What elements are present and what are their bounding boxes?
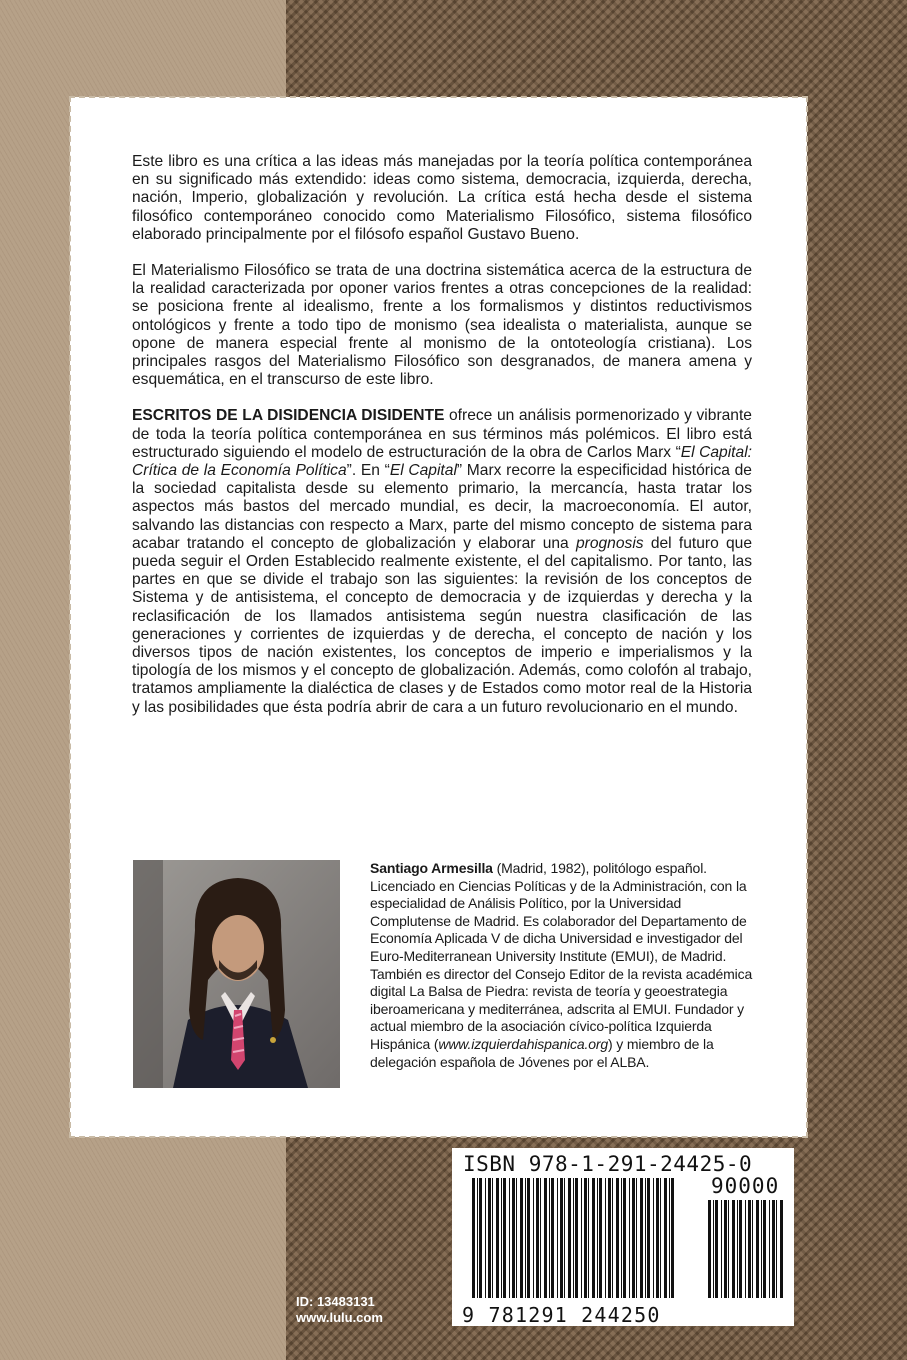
author-name: Santiago Armesilla: [370, 860, 493, 876]
main-barcode-bar: [509, 1178, 510, 1298]
capital-short-title: El Capital: [389, 462, 457, 480]
book-title: ESCRITOS DE LA DISIDENCIA DISIDENTE: [132, 407, 445, 425]
main-barcode-bar: [472, 1178, 475, 1298]
main-barcode-bar: [557, 1178, 558, 1298]
main-barcode-bar: [575, 1178, 578, 1298]
paragraph-2: El Materialismo Filosófico se trata de una doctrina sistemática acerca de la estructura de la realidad caracterizada por oponer varios frentes a otras concepciones de la realidad: se posiciona frente al idealismo, frente a los formalismos y distintos reductivismos ontológicos y frente a todo tipo de monismo (sea idealista o materialista, aunque se opone de manera especial frente al monismo de la ontoteología cristiana). Los principales rasgos del Materialismo Filosófico son desgranados, de manera amena y esquemática, en el transcurso de este libro.: [132, 262, 752, 389]
author-bio-part-1: (Madrid, 1982), politólogo español. Licenciado en Ciencias Políticas y de la Administración, con la especialidad de Análisis Político, por la Universidad Complutense de Madrid. Es colaborador del Departamento de Economía Aplicada V de dicha Universidad e investigador del Euro-Mediterranean University Institute (EMUI), de Madrid. También es director del Consejo Editor de la revista académica digital La Balsa de Piedra: revista de teoría y geoestrategia iberoamericana y mediterránea, adscrita al EMUI. Fundador y actual miembro de la asociación cívico-política Izquierda Hispánica (: [370, 860, 753, 1052]
addon-barcode-bar: [721, 1200, 722, 1298]
paragraph-3-part-1: ofrece un análisis pormenorizado y vibrante de toda la teoría política contemporánea en sus términos más polémicos. El libro está estructurado siguiendo el modelo de estructuración de la obra de Carlos Marx “: [132, 407, 752, 461]
addon-barcode-bar: [708, 1200, 711, 1298]
addon-barcode-bar: [756, 1200, 759, 1298]
addon-barcode-bar: [769, 1200, 770, 1298]
description-text: [132, 153, 752, 735]
main-barcode-bar: [533, 1178, 534, 1298]
paragraph-3: [132, 407, 752, 716]
main-barcode-bar: [512, 1178, 515, 1298]
addon-barcode-bar: [752, 1200, 753, 1298]
addon-barcode-bar: [763, 1200, 766, 1298]
main-barcode-bar: [592, 1178, 595, 1298]
main-barcode-bar: [540, 1178, 541, 1298]
main-barcode-bar: [636, 1178, 637, 1298]
main-barcode-bar: [516, 1178, 517, 1298]
addon-barcode-bar: [732, 1200, 735, 1298]
main-barcode-bar: [549, 1178, 550, 1298]
main-barcode-bar: [501, 1178, 502, 1298]
main-barcode-bar: [669, 1178, 670, 1298]
main-barcode-bar: [660, 1178, 661, 1298]
main-barcode-bar: [632, 1178, 635, 1298]
addon-barcode-bar: [745, 1200, 746, 1298]
main-barcode-bar: [525, 1178, 526, 1298]
main-barcode-bar: [645, 1178, 646, 1298]
main-barcode-bar: [584, 1178, 587, 1298]
main-barcode-bar: [623, 1178, 626, 1298]
addon-barcode-bar: [761, 1200, 762, 1298]
main-barcode-bar: [527, 1178, 530, 1298]
main-barcode-bar: [647, 1178, 650, 1298]
main-barcode-bar: [544, 1178, 547, 1298]
main-barcode-bar: [597, 1178, 598, 1298]
paragraph-1: Este libro es una crítica a las ideas más manejadas por la teoría política contemporánea en su significado más extendido: ideas como sistema, democracia, izquierda, derecha, nación, Imperio, globalización y revolución. La crítica está hecha desde el sistema filosófico contemporáneo conocido como Materialismo Filosófico, sistema filosófico elaborado principalmente por el filósofo español Gustavo Bueno.: [132, 153, 752, 243]
publisher-site[interactable]: www.lulu.com: [296, 1310, 383, 1325]
main-barcode-bar: [608, 1178, 611, 1298]
main-barcode-bar: [653, 1178, 654, 1298]
author-bio-part-2: ) y miembro de la delegación española de Jóvenes por el ALBA.: [370, 1035, 714, 1070]
main-barcode-bar: [616, 1178, 619, 1298]
main-barcode-bar: [581, 1178, 582, 1298]
main-barcode-bar: [621, 1178, 622, 1298]
main-barcode-bar: [564, 1178, 565, 1298]
capital-full-title: El Capital: Crítica de la Economía Política: [132, 443, 752, 480]
main-barcode-bar: [477, 1178, 478, 1298]
paragraph-3-part-3: ” Marx recorre la especificidad histórica de la sociedad capitalista desde su elemento primario, la mercancía, hasta tratar los aspectos más bastos del mercado mundial, es decir, la macroeconomía. El autor, salvando las distancias con respecto a Marx, parte del mismo concepto de sistema para acabar tratando el concepto de globalización y elaborar una: [132, 462, 752, 552]
main-barcode-bar: [536, 1178, 539, 1298]
main-barcode-bar: [485, 1178, 486, 1298]
main-barcode-bar: [503, 1178, 506, 1298]
addon-barcode-bar: [713, 1200, 714, 1298]
main-barcode-bar: [588, 1178, 589, 1298]
addon-barcode-bar: [728, 1200, 729, 1298]
main-barcode-bar: [599, 1178, 602, 1298]
addon-barcode-bar: [780, 1200, 783, 1298]
paragraph-3-part-2: ”. En “: [346, 462, 390, 480]
author-website[interactable]: www.izquierdahispanica.org: [438, 1035, 609, 1052]
price-addon: 90000: [711, 1174, 780, 1198]
main-barcode-bar: [664, 1178, 667, 1298]
addon-barcode-bar: [724, 1200, 727, 1298]
main-barcode-bar: [551, 1178, 554, 1298]
addon-barcode-bar: [737, 1200, 738, 1298]
main-barcode-bar: [671, 1178, 674, 1298]
prognosis-term: prognosis: [575, 534, 644, 552]
isbn-label: ISBN 978-1-291-24425-0: [463, 1152, 753, 1176]
main-barcode-bar: [612, 1178, 613, 1298]
publisher-info: [296, 1294, 383, 1326]
main-barcode-bar: [479, 1178, 482, 1298]
main-barcode-bar: [656, 1178, 659, 1298]
main-barcode-bar: [520, 1178, 523, 1298]
paragraph-3-part-4: del futuro que pueda seguir el Orden Establecido realmente existente, el del capitalismo. Por tanto, las partes en que se divide el trabajo son las siguientes: la revisión de los conceptos de Sistema y de antisistema, el concepto de democracia y de izquierdas y derecha y la reclasificación de los llamados antisistema según nuestra clasificación de las generaciones y corrientes de izquierdas y de derecha, el concepto de nación y los diversos tipos de nación existentes, los conceptos de imperio e imperialismos y la tipología de los mismos y el concepto de globalización. Además, como colofón al trabajo, tratamos ampliamente la dialéctica de clases y de Estados como motor real de la Historia y las posibilidades que ésta podría abrir de cara a un futuro revolucionario en el mundo.: [132, 534, 752, 716]
main-barcode-bar: [640, 1178, 643, 1298]
barcode-digits: 9 781291 244250: [462, 1303, 661, 1327]
main-barcode-bar: [492, 1178, 493, 1298]
publisher-id: ID: 13483131: [296, 1294, 375, 1309]
addon-barcode-bar: [776, 1200, 777, 1298]
addon-barcode-bar: [748, 1200, 751, 1298]
author-photo: [133, 860, 340, 1088]
author-photo-illustration: [133, 860, 340, 1088]
author-bio: [370, 860, 760, 1071]
addon-barcode-bar: [715, 1200, 718, 1298]
main-barcode-bar: [496, 1178, 499, 1298]
addon-barcode-bar: [739, 1200, 742, 1298]
main-barcode-bar: [605, 1178, 606, 1298]
main-barcode-bar: [629, 1178, 630, 1298]
main-barcode-bar: [568, 1178, 571, 1298]
main-barcode-bar: [488, 1178, 491, 1298]
addon-barcode-bar: [772, 1200, 775, 1298]
main-barcode-bar: [573, 1178, 574, 1298]
main-barcode-bar: [560, 1178, 563, 1298]
